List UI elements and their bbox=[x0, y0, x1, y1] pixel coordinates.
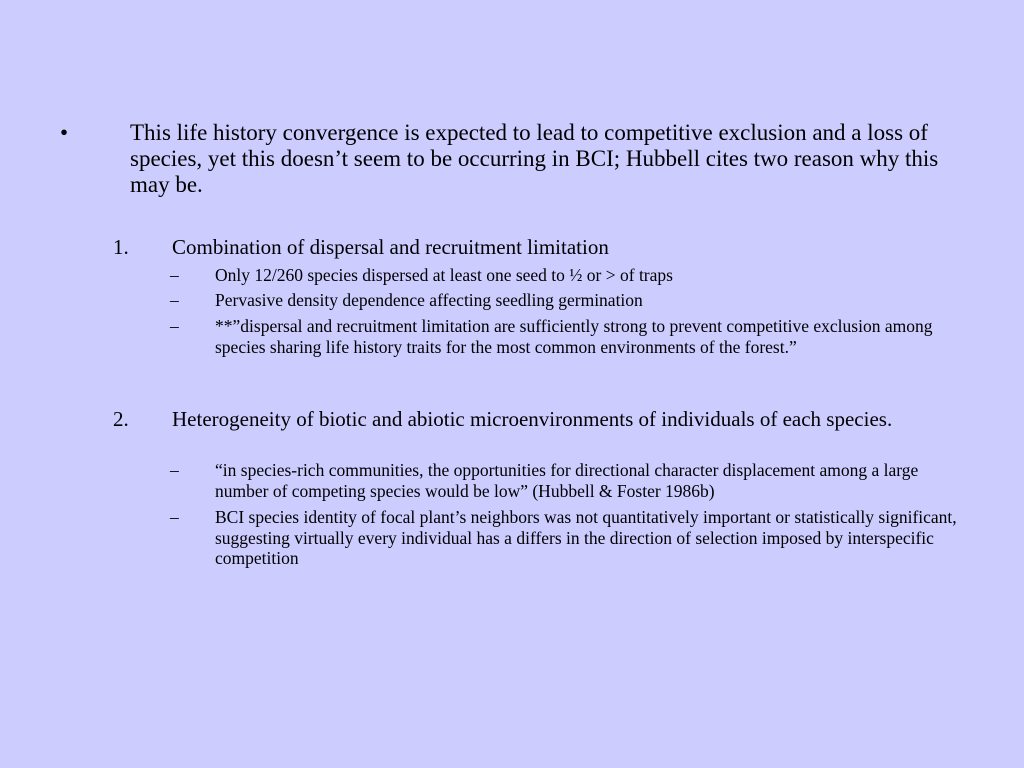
reason-1-text: Combination of dispersal and recruitment limitation bbox=[172, 235, 609, 259]
bullet-marker: • bbox=[60, 120, 69, 145]
reason-1-number: 1. bbox=[113, 235, 129, 259]
reason-2-sub-2-dash: – bbox=[170, 507, 179, 527]
reason-1-sub-3-dash: – bbox=[170, 316, 179, 336]
reason-1-sub-1-dash: – bbox=[170, 265, 179, 285]
reason-1-sub-2-text: Pervasive density dependence affecting seedling germination bbox=[215, 290, 643, 310]
reason-2-number: 2. bbox=[113, 407, 129, 431]
reason-2-sub-1-dash: – bbox=[170, 460, 179, 480]
reason-2-sub-2-text: BCI species identity of focal plant’s neighbors was not quantitatively important or statistically significant, suggesting virtually every individual has a differs in the direction of selection imposed by interspecific competition bbox=[215, 507, 957, 568]
reason-1-sub-3-text: **”dispersal and recruitment limitation are sufficiently strong to prevent competitive exclusion among species sharing life history traits for the most common environments of the forest.” bbox=[215, 316, 933, 357]
reason-1-sub-2-dash: – bbox=[170, 290, 179, 310]
reason-1-sub-1-text: Only 12/260 species dispersed at least one seed to ½ or > of traps bbox=[215, 265, 673, 285]
reason-2-sub-1-text: “in species-rich communities, the opportunities for directional character displacement among a large number of competing species would be low” (Hubbell & Foster 1986b) bbox=[215, 460, 919, 501]
reason-2-text: Heterogeneity of biotic and abiotic microenvironments of individuals of each species. bbox=[172, 407, 893, 431]
main-bullet-text: This life history convergence is expected to lead to competitive exclusion and a loss of species, yet this doesn’t seem to be occurring in BCI; Hubbell cites two reason why this may be. bbox=[130, 120, 939, 197]
